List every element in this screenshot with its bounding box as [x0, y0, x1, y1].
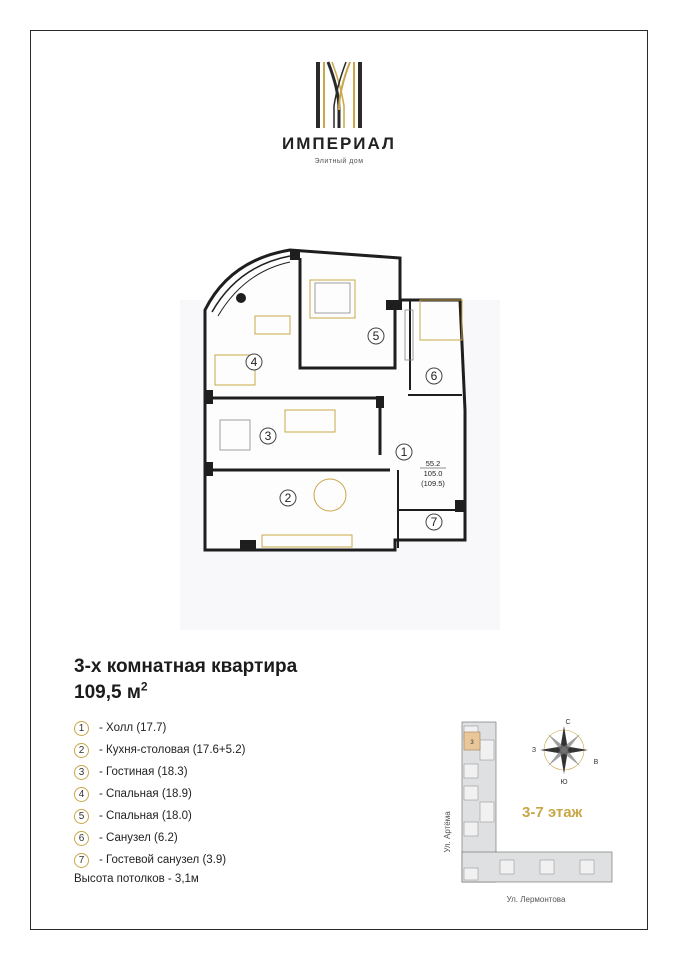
area-value: 109,5 м	[74, 682, 141, 703]
room-marker-4: 4	[250, 355, 258, 369]
block-number: 3	[470, 740, 474, 746]
list-item	[74, 783, 404, 805]
room-label: - Гостевой санузел (3.9)	[99, 854, 227, 866]
street-lermontova: Ул. Лермонтова	[506, 895, 566, 904]
room-marker-3: 3	[264, 429, 272, 443]
brand-name: ИМПЕРИАЛ	[282, 134, 396, 153]
room-number: 5	[74, 809, 89, 824]
area-with-balcony: (109.5)	[421, 479, 445, 488]
room-label: - Холл (17.7)	[99, 722, 167, 734]
room-label: - Спальная (18.9)	[99, 788, 192, 800]
room-marker-1: 1	[400, 445, 408, 459]
ceiling-height: Высота потолков - 3,1м	[74, 873, 199, 885]
room-label: - Санузел (6.2)	[99, 832, 178, 844]
list-item	[74, 761, 404, 783]
room-number: 3	[74, 765, 89, 780]
room-label: - Гостиная (18.3)	[99, 766, 188, 778]
room-label: - Кухня-столовая (17.6+5.2)	[99, 744, 246, 756]
room-number: 7	[74, 853, 89, 868]
room-number: 1	[74, 721, 89, 736]
room-marker-2: 2	[284, 491, 292, 505]
apartment-area	[74, 681, 148, 705]
brand-tagline: Элитный дом	[314, 158, 364, 165]
compass-icon	[540, 726, 588, 774]
list-item	[74, 717, 404, 739]
area-total: 105.0	[423, 469, 443, 478]
room-marker-5: 5	[372, 329, 380, 343]
apartment-title: 3-х комнатная квартира	[74, 656, 298, 677]
street-artema: Ул. Артёма	[443, 811, 452, 853]
room-label: - Спальная (18.0)	[99, 810, 192, 822]
list-item	[74, 739, 404, 761]
room-number: 6	[74, 831, 89, 846]
room-number: 2	[74, 743, 89, 758]
compass-north: С	[565, 719, 571, 726]
room-list	[74, 717, 404, 871]
list-item	[74, 849, 404, 871]
list-item	[74, 827, 404, 849]
area-unit-power: 2	[140, 679, 148, 694]
room-number: 4	[74, 787, 89, 802]
room-marker-7: 7	[430, 515, 438, 529]
compass-south: Ю	[560, 779, 568, 786]
list-item	[74, 805, 404, 827]
room-marker-6: 6	[430, 369, 438, 383]
compass-east: В	[593, 759, 599, 766]
floor-range: 3-7 этаж	[522, 804, 583, 821]
compass-west: З	[531, 747, 537, 754]
area-living: 55.2	[425, 459, 441, 468]
